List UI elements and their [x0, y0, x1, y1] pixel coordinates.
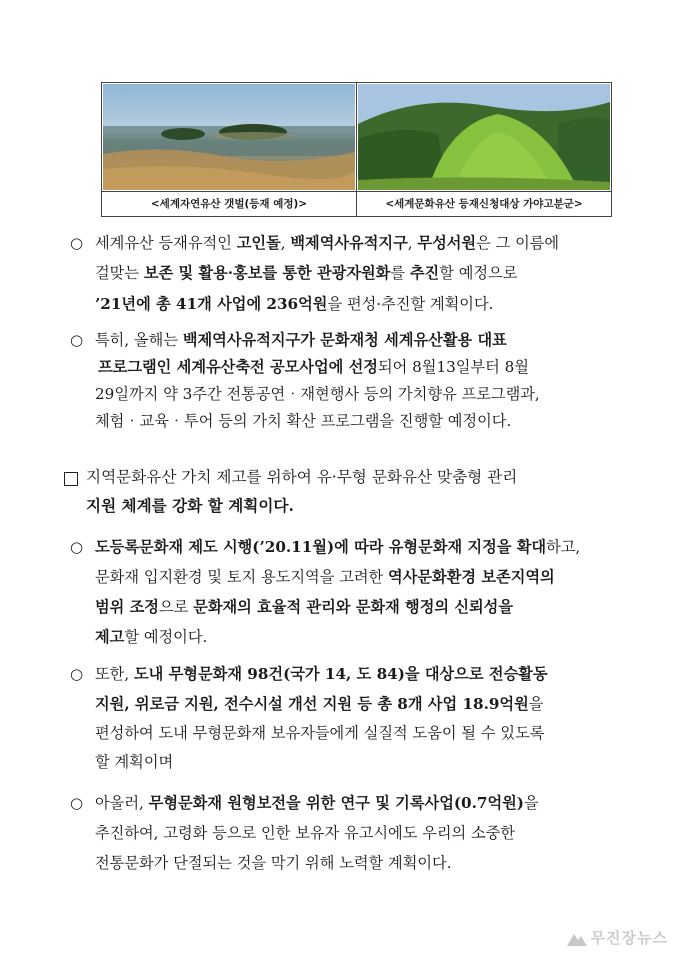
paragraph-line: 세계유산 등재유적인 고인돌, 백제역사유적지구, 무성서원은 그 이름에 — [95, 234, 560, 252]
paragraph-line: 도등록문화재 제도 시행(’20.11월)에 따라 유형문화재 지정을 확대하고, — [95, 538, 581, 556]
photo-caption-left: <세계자연유산 갯벌(등재 예정)> — [150, 198, 308, 210]
paragraph-line: 편성하여 도내 무형문화재 보유자들에게 실질적 도움이 될 수 있도록 — [95, 724, 545, 742]
paragraph-line: 아울러, 무형문화재 원형보전을 위한 연구 및 기록사업(0.7억원)을 — [95, 794, 539, 812]
paragraph-line: 프로그램인 세계유산축전 공모사업에 선정되어 8월13일부터 8월 — [98, 358, 529, 376]
circle-bullet-icon: ○ — [70, 665, 84, 683]
burial-mound-photo — [358, 84, 610, 190]
paragraph-line: 지원, 위로금 지원, 전수시설 개선 지원 등 총 8개 사업 18.9억원을 — [95, 695, 544, 713]
photo-table — [101, 82, 612, 217]
circle-bullet-icon: ○ — [70, 234, 84, 252]
paragraph-line: 29일까지 약 3주간 전통공연‧재현행사 등의 가치향유 프로그램과, — [95, 385, 540, 403]
paragraph-line: 제고할 예정이다. — [95, 628, 208, 646]
paragraph-line: 특히, 올해는 백제역사유적지구가 문화재청 세계유산활용 대표 — [95, 331, 507, 349]
paragraph-line: ’21년에 총 41개 사업에 236억원을 편성·추진할 계획이다. — [95, 295, 494, 313]
section-heading-line: 지역문화유산 가치 제고를 위하여 유·무형 문화유산 맞춤형 관리 — [86, 468, 518, 486]
paragraph-line: 추진하여, 고령화 등으로 인한 보유자 유고시에도 우리의 소중한 — [95, 824, 516, 842]
mountain-logo-icon — [567, 930, 587, 946]
circle-bullet-icon: ○ — [70, 331, 84, 349]
paragraph-line: 전통문화가 단절되는 것을 막기 위해 노력할 계획이다. — [95, 854, 452, 872]
paragraph-line: 또한, 도내 무형문화재 98건(국가 14, 도 84)을 대상으로 전승활동 — [95, 665, 548, 683]
circle-bullet-icon: ○ — [70, 794, 84, 812]
section-heading-line: 지원 체계를 강화 할 계획이다. — [86, 496, 294, 515]
watermark-text: 무진장뉴스 — [590, 929, 668, 947]
paragraph-line: 체험‧교육‧투어 등의 가치 확산 프로그램을 진행할 예정이다. — [95, 412, 512, 430]
watermark — [567, 927, 668, 948]
paragraph-line: 문화재 입지환경 및 토지 용도지역을 고려한 역사문화환경 보존지역의 — [95, 568, 555, 586]
tidal-flat-photo — [103, 84, 355, 190]
photo-caption-right: <세계문화유산 등재신청대상 가야고분군> — [385, 198, 583, 210]
circle-bullet-icon: ○ — [70, 538, 84, 556]
paragraph-line: 할 계획이며 — [95, 753, 174, 771]
paragraph-line: 범위 조정으로 문화재의 효율적 관리와 문화재 행정의 신뢰성을 — [95, 598, 514, 616]
square-bullet-icon — [64, 472, 78, 486]
paragraph-line: 걸맞는 보존 및 활용·홍보를 통한 관광자원화를 추진할 예정으로 — [95, 264, 518, 282]
